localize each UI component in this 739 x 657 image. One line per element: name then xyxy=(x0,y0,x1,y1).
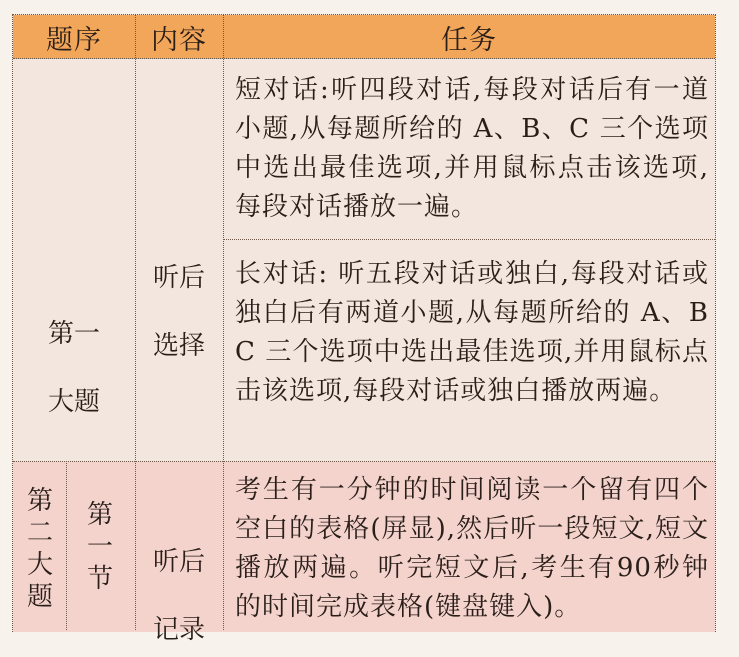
row-divider-task xyxy=(223,239,715,240)
part2-content-line2: 记录 xyxy=(152,615,205,645)
part1-content xyxy=(135,227,223,397)
part2-content-line1: 听后 xyxy=(152,547,205,577)
header-question-number: 题序 xyxy=(46,24,102,56)
column-divider-part2 xyxy=(66,461,67,630)
part2-content xyxy=(135,511,223,657)
header-content: 内容 xyxy=(151,24,207,56)
part2-label: 第二大题 xyxy=(26,486,53,612)
task-short-dialogue: 短对话:听四段对话,每段对话后有一道小题,从每题所给的 A、B、C 三个选项中选出最佳选项,并用鼠标点击该选项,每段对话播放一遍。 xyxy=(235,75,709,222)
exam-task-table xyxy=(12,14,716,645)
part1-label xyxy=(13,283,135,453)
part1-label-line2: 大题 xyxy=(47,387,100,417)
task-long-dialogue: 长对话: 听五段对话或独白,每段对话或独白后有两道小题,从每题所给的 A、B C 三个选项中选出最佳选项,并用鼠标点击该选项,每段对话或独白播放两遍。 xyxy=(235,259,709,406)
row-divider-part2 xyxy=(13,461,715,462)
header-task: 任务 xyxy=(441,24,497,56)
part1-content-line2: 选择 xyxy=(152,331,205,361)
part1-label-line1: 第一 xyxy=(47,319,100,349)
task-listen-record: 考生有一分钟的时间阅读一个留有四个空白的表格(屏显),然后听一段短文,短文播放两遍。听完短文后,考生有90秒钟的时间完成表格(键盘键入)。 xyxy=(235,475,709,622)
table-header-row xyxy=(13,15,715,59)
column-divider-2 xyxy=(223,15,224,630)
part2-section: 第一节 xyxy=(86,500,113,594)
part1-content-line1: 听后 xyxy=(152,263,205,293)
